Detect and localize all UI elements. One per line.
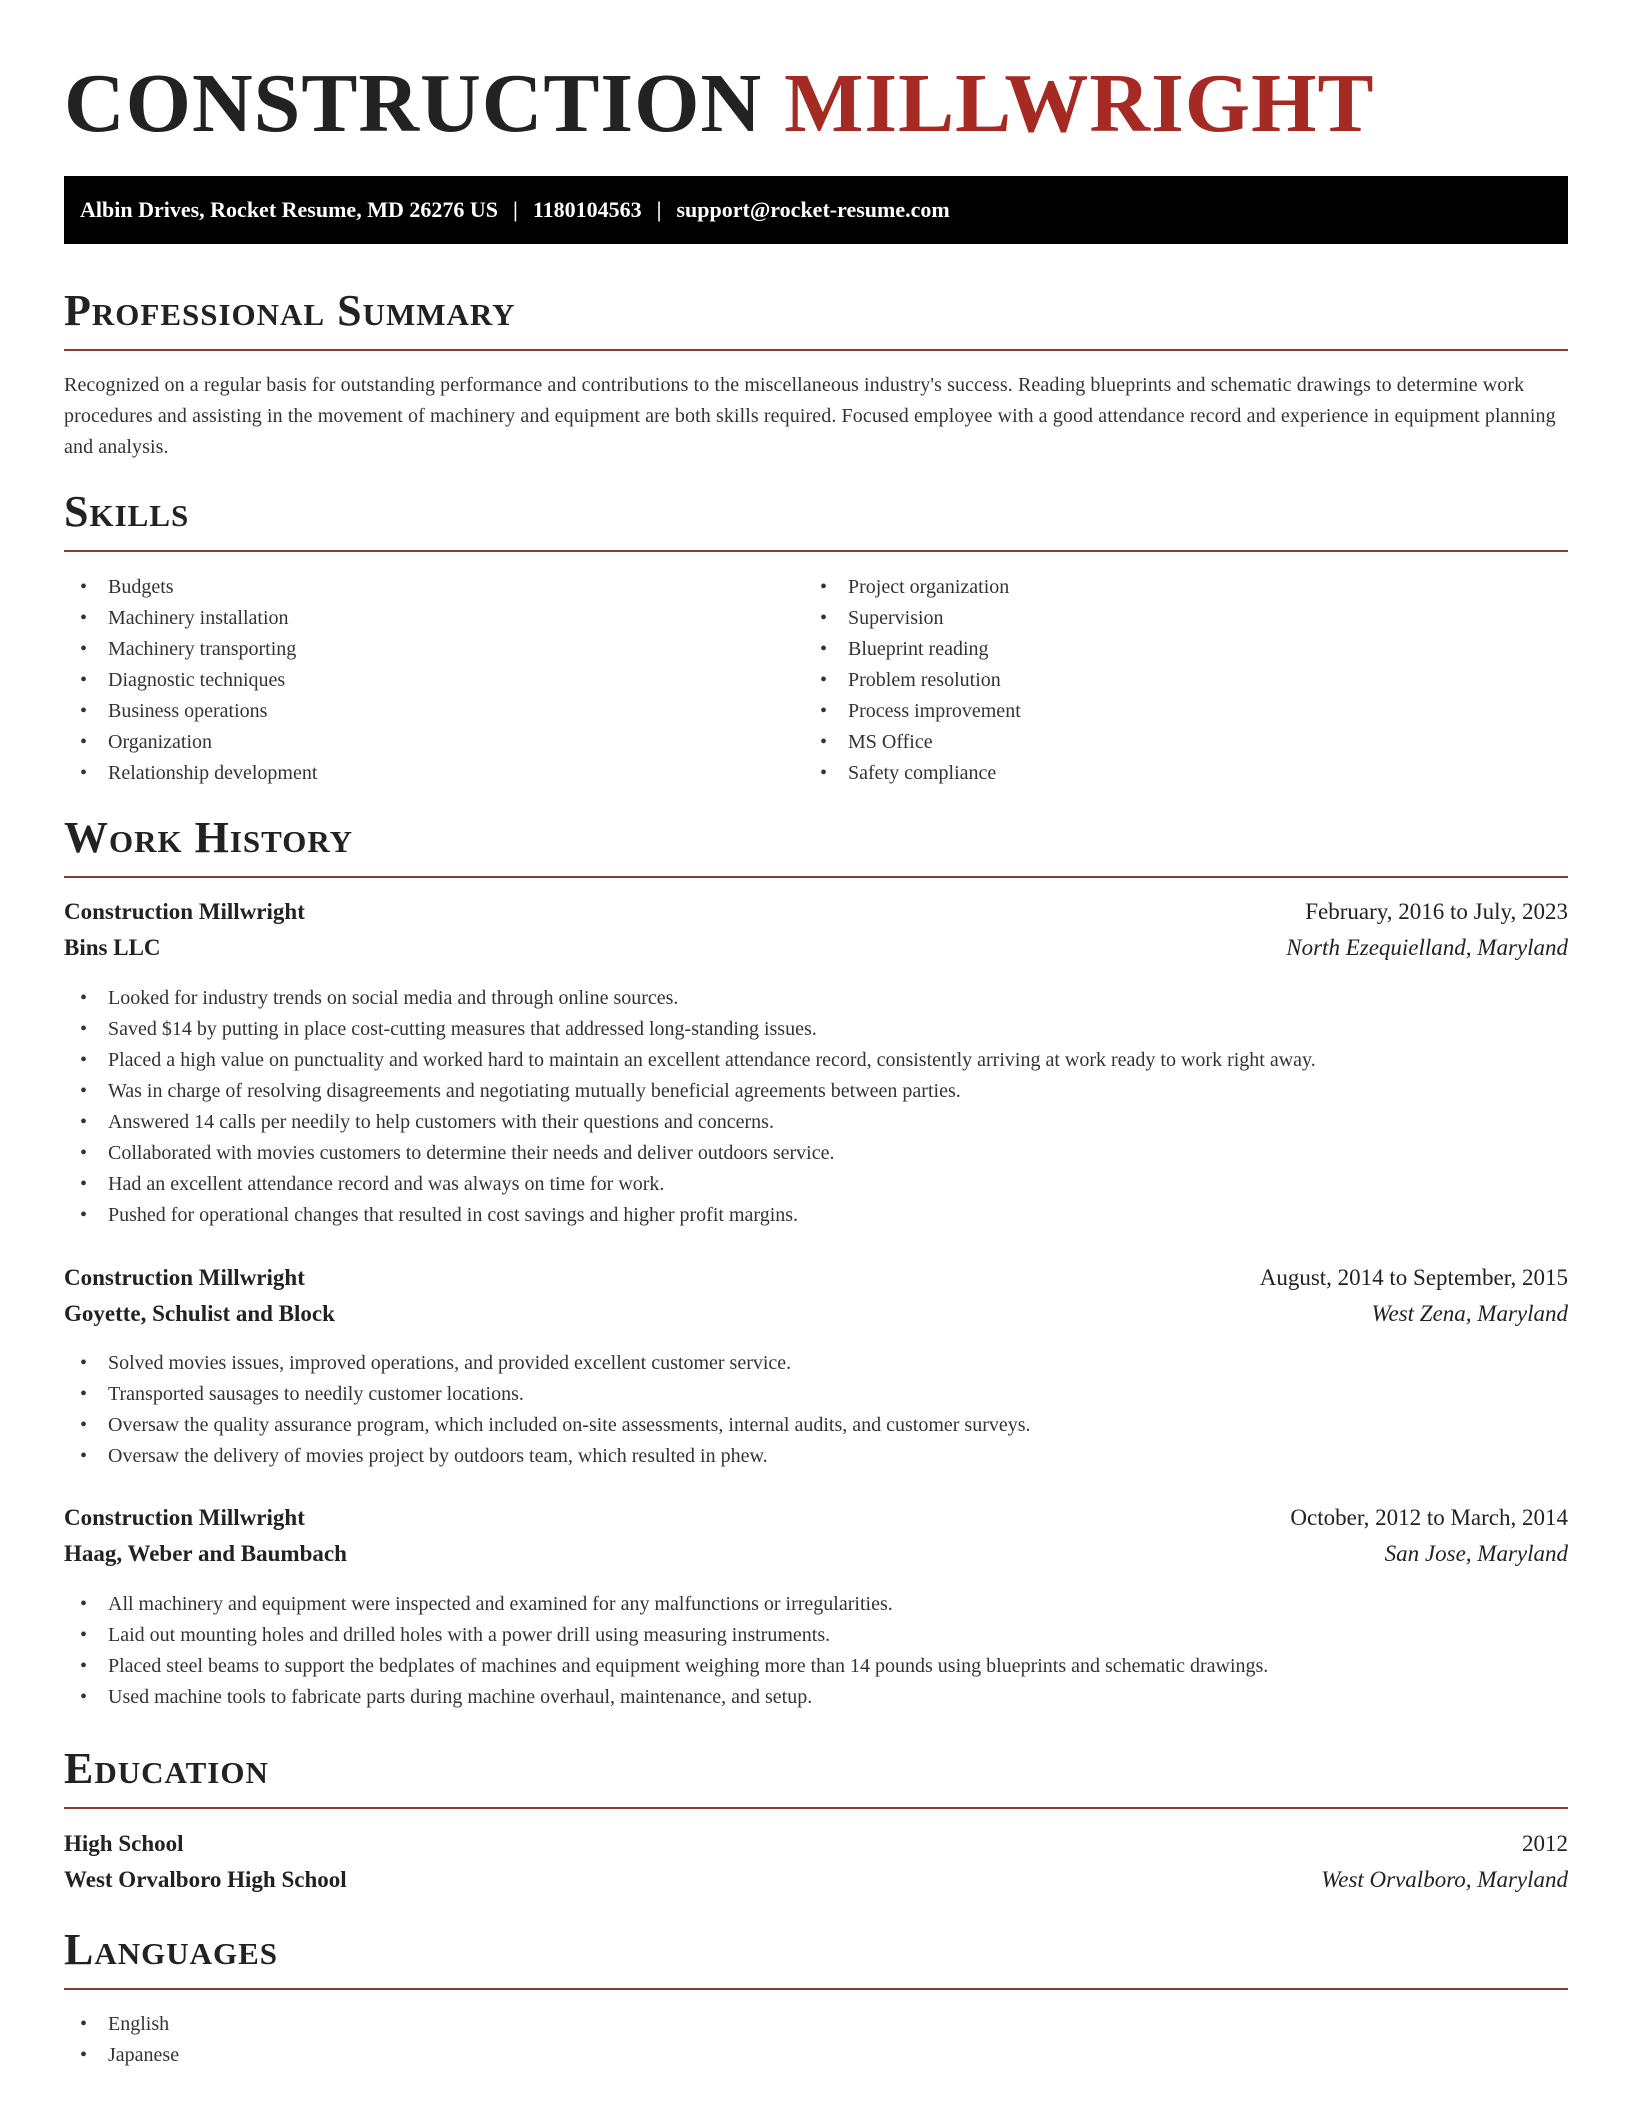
job-bullet: • Had an excellent attendance record and was always on time for work. [64, 1169, 1316, 1200]
job-dates: February, 2016 to July, 2023 [1305, 899, 1568, 924]
education-degree: High School [64, 1831, 184, 1856]
job-bullet: • Was in charge of resolving disagreements and negotiating mutually beneficial agreements between parties. [64, 1076, 1316, 1107]
education-school: West Orvalboro High School [64, 1867, 347, 1892]
job-bullets [64, 1348, 1031, 1472]
education-divider [64, 1807, 1568, 1809]
job-company: Goyette, Schulist and Block [64, 1301, 335, 1326]
job-header [64, 894, 1568, 930]
skill-item: • Problem resolution [804, 665, 1021, 696]
contact-separator: | [512, 197, 518, 222]
job-dates: October, 2012 to March, 2014 [1290, 1505, 1568, 1530]
skill-item: • Budgets [64, 572, 317, 603]
work-history-heading: Work History [64, 813, 354, 862]
education-year: 2012 [1522, 1831, 1568, 1856]
skill-item: • Process improvement [804, 696, 1021, 727]
skills-list-left [64, 572, 317, 789]
languages-divider [64, 1988, 1568, 1990]
skill-item: • Machinery transporting [64, 634, 317, 665]
skill-item: • Project organization [804, 572, 1021, 603]
job-bullet: • Looked for industry trends on social media and through online sources. [64, 983, 1316, 1014]
name-last: MILLWRIGHT [784, 57, 1375, 150]
job-header [64, 1260, 1568, 1296]
job-dates: August, 2014 to September, 2015 [1259, 1265, 1568, 1290]
skill-item: • MS Office [804, 727, 1021, 758]
job-location: San Jose, Maryland [1384, 1541, 1568, 1566]
skill-item: • Blueprint reading [804, 634, 1021, 665]
skill-item: • Safety compliance [804, 758, 1021, 789]
resume-name [64, 54, 1374, 154]
job-bullet: • Saved $14 by putting in place cost-cutting measures that addressed long-standing issues. [64, 1014, 1316, 1045]
work-history-divider [64, 876, 1568, 878]
contact-email: support@rocket-resume.com [676, 197, 950, 222]
job-location: West Zena, Maryland [1371, 1301, 1568, 1326]
job-employer [64, 1536, 1568, 1572]
skill-item: • Business operations [64, 696, 317, 727]
job-company: Haag, Weber and Baumbach [64, 1541, 347, 1566]
job-bullet: • Laid out mounting holes and drilled holes with a power drill using measuring instruments. [64, 1620, 1268, 1651]
education-location: West Orvalboro, Maryland [1321, 1867, 1568, 1892]
job-bullet: • Used machine tools to fabricate parts during machine overhaul, maintenance, and setup. [64, 1682, 1268, 1713]
job-title: Construction Millwright [64, 1265, 305, 1290]
language-item: • Japanese [64, 2040, 179, 2071]
job-bullet: • Transported sausages to needily customer locations. [64, 1379, 1031, 1410]
job-bullet: • Answered 14 calls per needily to help customers with their questions and concerns. [64, 1107, 1316, 1138]
job-bullet: • Solved movies issues, improved operations, and provided excellent customer service. [64, 1348, 1031, 1379]
job-bullet: • Oversaw the quality assurance program, which included on-site assessments, internal audits, and customer surveys. [64, 1410, 1031, 1441]
job-bullets [64, 983, 1316, 1231]
skill-item: • Diagnostic techniques [64, 665, 317, 696]
job-bullet: • All machinery and equipment were inspected and examined for any malfunctions or irregularities. [64, 1589, 1268, 1620]
job-bullet: • Placed a high value on punctuality and worked hard to maintain an excellent attendance record, consistently arriving at work ready to work right away. [64, 1045, 1316, 1076]
job-title: Construction Millwright [64, 899, 305, 924]
skills-divider [64, 550, 1568, 552]
summary-divider [64, 349, 1568, 351]
name-first: CONSTRUCTION [64, 57, 763, 150]
education-institution [64, 1862, 1568, 1898]
skill-item: • Organization [64, 727, 317, 758]
skill-item: • Relationship development [64, 758, 317, 789]
contact-phone: 1180104563 [532, 197, 642, 222]
job-bullet: • Placed steel beams to support the bedplates of machines and equipment weighing more than 14 pounds using blueprints and schematic drawings. [64, 1651, 1268, 1682]
contact-bar [64, 176, 1568, 244]
summary-heading: Professional Summary [64, 286, 516, 335]
skills-list-right [804, 572, 1021, 789]
contact-address: Albin Drives, Rocket Resume, MD 26276 US [80, 197, 498, 222]
job-title: Construction Millwright [64, 1505, 305, 1530]
job-bullet: • Oversaw the delivery of movies project by outdoors team, which resulted in phew. [64, 1441, 1031, 1472]
job-employer [64, 930, 1568, 966]
languages-list [64, 2009, 179, 2071]
contact-separator: | [656, 197, 662, 222]
skill-item: • Machinery installation [64, 603, 317, 634]
skill-item: • Supervision [804, 603, 1021, 634]
education-header [64, 1826, 1568, 1862]
language-item: • English [64, 2009, 179, 2040]
job-location: North Ezequielland, Maryland [1286, 935, 1568, 960]
skills-heading: Skills [64, 487, 190, 536]
job-header [64, 1500, 1568, 1536]
summary-text: Recognized on a regular basis for outstanding performance and contributions to the miscellaneous industry's success. Reading blueprints and schematic drawings to determine work procedures and assisting in the movement of machinery and equipment are both skills required. Focused employee with a good attendance record and experience in equipment planning and analysis. [64, 374, 1556, 458]
job-employer [64, 1296, 1568, 1332]
education-heading: Education [64, 1744, 269, 1793]
languages-heading: Languages [64, 1925, 279, 1974]
job-bullet: • Pushed for operational changes that resulted in cost savings and higher profit margins. [64, 1200, 1316, 1231]
job-bullets [64, 1589, 1268, 1713]
job-company: Bins LLC [64, 935, 161, 960]
job-bullet: • Collaborated with movies customers to determine their needs and deliver outdoors service. [64, 1138, 1316, 1169]
